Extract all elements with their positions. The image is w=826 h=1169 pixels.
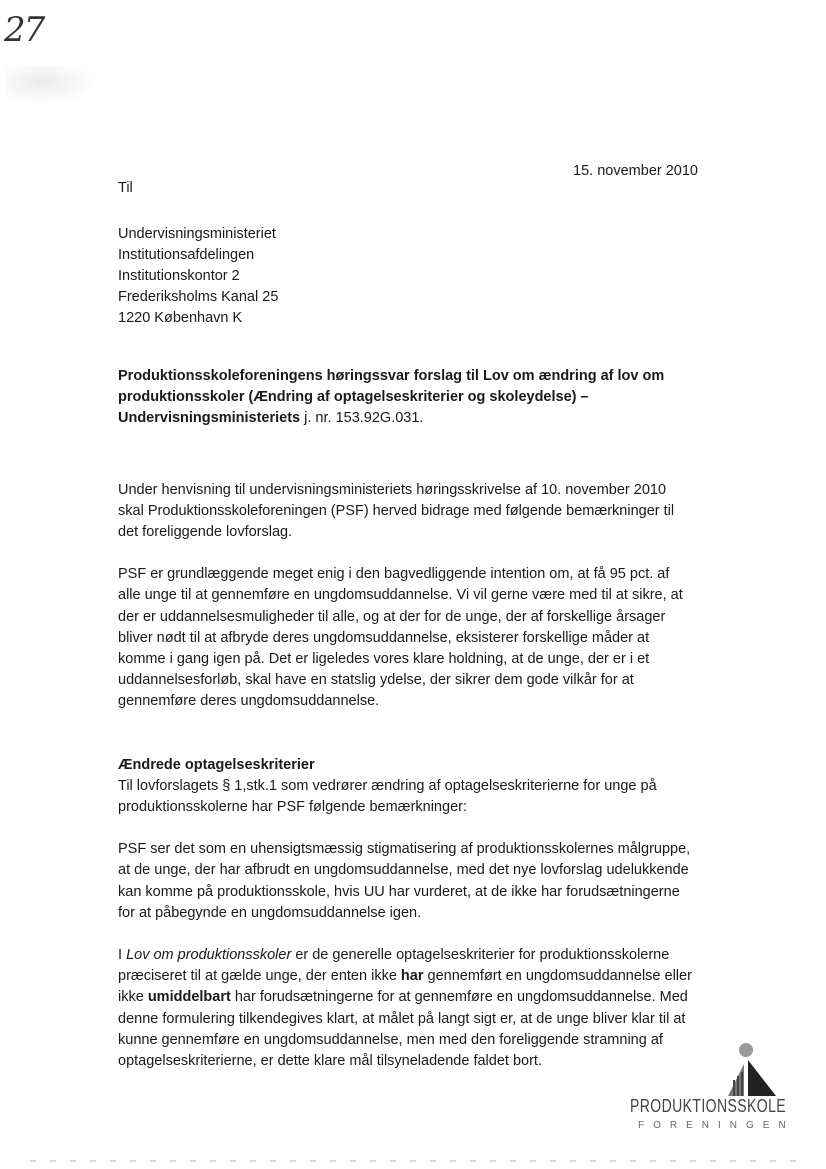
intro-paragraph: Under henvisning til undervisningsministeriets høringsskrivelse af 10. november 2010 skal Produktionsskoleforeningen (PSF) herved bidrage med følgende bemærkninger til det foreliggende lovforslag. bbox=[118, 481, 675, 541]
law-paragraph bbox=[118, 945, 693, 1072]
letter-date: 15. november 2010 bbox=[573, 163, 698, 179]
section-intro-paragraph: Til lovforslagets § 1,stk.1 som vedrører ændring af optagelseskriterierne for unge på produktionsskolerne har PSF følgende bemærkninger: bbox=[118, 777, 657, 816]
intention-paragraph: PSF er grundlæggende meget enig i den bagvedliggende intention om, at få 95 pct. af alle unge til at gennemføre en ungdomsuddannelse. Vi vil gerne være med til at sikre, at der er uddannelsesmuligheder til alle, og at der for de unge, der af forskellige årsager bliver nødt til at afbryde deres ungdomsuddannelse, eksisterer forskellige måder at komme i gang igen på. Det er ligeledes vores klare holdning, at de unge, der er i et uddannelsesforløb, skal have en statslig ydelse, der sikrer dem gode vilkår for at gennemføre deres ungdomsuddannelse. bbox=[118, 566, 683, 710]
logo-name: PRODUKTIONSSKOLE bbox=[630, 1096, 787, 1116]
emphasis-umiddelbart: umiddelbart bbox=[147, 989, 231, 1006]
organisation-logo bbox=[630, 1040, 795, 1140]
emphasis-har: har bbox=[400, 968, 424, 985]
logo-subtitle: FORENINGEN bbox=[638, 1120, 795, 1131]
law-title: Lov om produktionsskoler bbox=[126, 947, 292, 964]
letter-body bbox=[118, 366, 693, 1072]
address-line: Frederiksholms Kanal 25 bbox=[118, 289, 279, 305]
to-label: Til bbox=[118, 180, 133, 196]
scan-edge-noise bbox=[30, 1160, 800, 1162]
page-number: 27 bbox=[4, 10, 44, 50]
stigmatisation-paragraph: PSF ser det som en uhensigtsmæssig stigmatisering af produktionsskolernes målgruppe, at de unge, der har afbrudt en ungdomsuddannelse, med det nye lovforslag udelukkende kan komme på produktionsskole, hvis UU har vurderet, at de ikke har forudsætningerne for at påbegynde en ungdomsuddannelse igen. bbox=[118, 841, 691, 921]
text-run: er de generelle optagelseskriterier for produktionsskolerne præciseret til at gælde unge, der enten ikke bbox=[118, 947, 670, 985]
address-line: Institutionsafdelingen bbox=[118, 247, 255, 263]
text-run: I bbox=[118, 947, 127, 964]
scan-smudge bbox=[6, 66, 96, 106]
address-line: Undervisningsministeriet bbox=[118, 226, 276, 242]
logo-mark-icon bbox=[708, 1040, 778, 1098]
recipient-address bbox=[118, 224, 278, 329]
address-line: Institutionskontor 2 bbox=[118, 268, 240, 284]
section-heading: Ændrede optagelseskriterier bbox=[118, 756, 315, 773]
address-line: 1220 København K bbox=[118, 310, 243, 326]
subject-bold: Produktionsskoleforeningens høringssvar forslag til Lov om ændring af lov om produktionsskoler (Ændring af optagelseskriterier og skoleydelse) – Undervisningsministeriets bbox=[118, 368, 665, 427]
subject-line bbox=[118, 366, 693, 430]
text-run: gennemført en ungdomsuddannelse eller ikke bbox=[118, 968, 692, 1006]
text-run: har forudsætningerne for at gennemføre en ungdomsuddannelse. Med denne formulering tilkendegives klart, at målet på langt sigt er, at de unge bliver klar til at kunne gennemføre en ungdomsuddannelse, men med den foreliggende stramning af optagelseskriterierne, er dette klare mål tilsyneladende faldet bort. bbox=[118, 989, 688, 1070]
subject-reference: j. nr. 153.92G.031. bbox=[300, 410, 424, 427]
